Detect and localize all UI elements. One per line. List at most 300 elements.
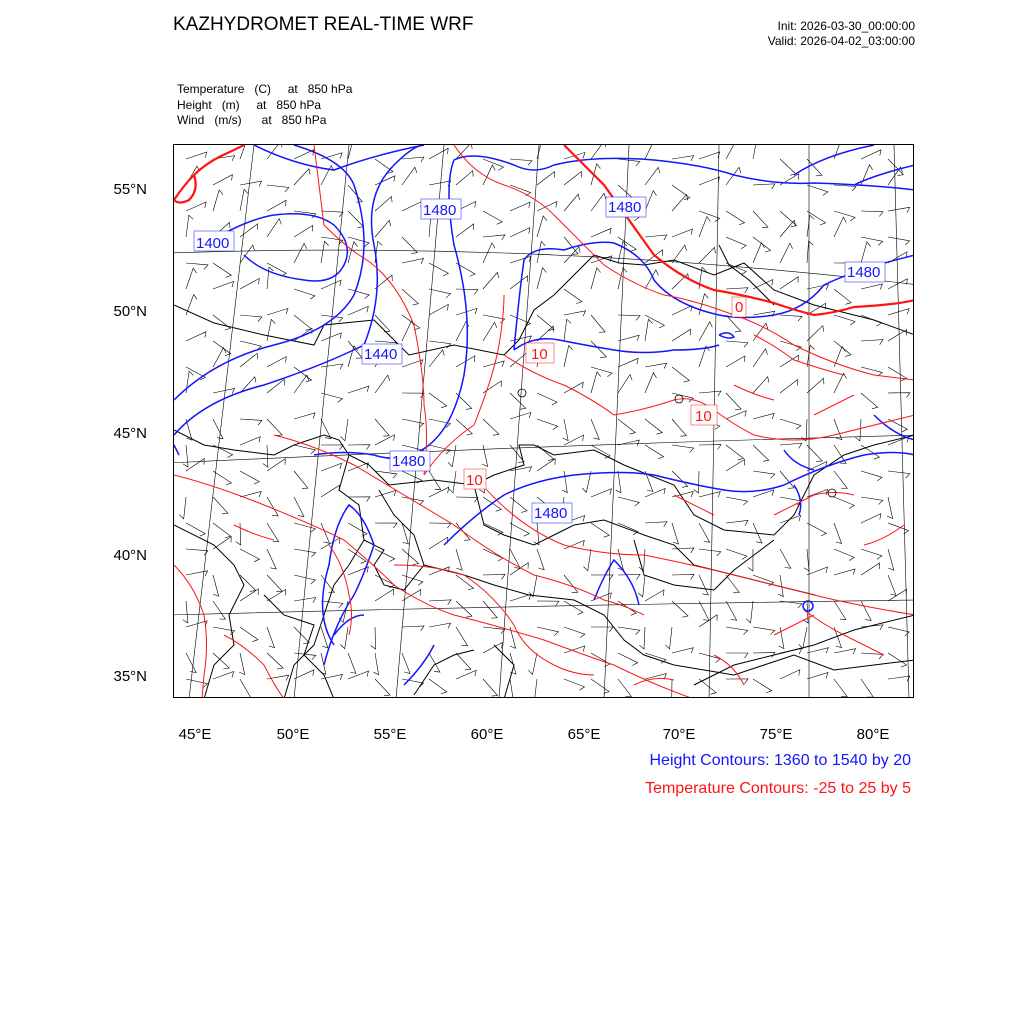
wind-barb	[861, 549, 882, 559]
wind-barb	[483, 272, 499, 289]
wind-barb	[537, 601, 559, 606]
wind-barb	[429, 263, 448, 276]
wind-barb	[861, 165, 873, 185]
wind-barb	[672, 367, 689, 382]
wind-barb	[564, 172, 582, 186]
lon-label: 55°E	[373, 726, 407, 743]
wind-barb	[179, 497, 186, 519]
wind-barb	[402, 653, 410, 674]
wind-barb	[483, 381, 501, 393]
wind-barb	[375, 490, 396, 497]
wind-barb	[402, 157, 424, 162]
wind-barb	[483, 243, 495, 263]
wind-barb	[699, 445, 721, 450]
wind-barb	[186, 571, 208, 576]
wind-barb	[672, 419, 686, 436]
wind-barb	[240, 224, 258, 237]
wind-barb	[510, 185, 531, 196]
wind-barb	[375, 435, 395, 445]
wind-barb	[861, 497, 883, 505]
wind-barb	[186, 294, 197, 315]
wind-barb	[186, 621, 207, 627]
wind-barb	[672, 229, 693, 237]
height-label: 1440	[364, 346, 398, 363]
run-times	[768, 19, 915, 49]
wind-barb	[591, 523, 609, 537]
wind-barb	[429, 523, 451, 528]
wind-barb	[618, 497, 639, 506]
wind-barb	[267, 219, 281, 237]
lon-label: 70°E	[662, 726, 696, 743]
wind-barb	[861, 679, 873, 697]
wind-barb	[348, 289, 369, 299]
wind-barb	[753, 377, 769, 393]
wind-barb	[618, 653, 638, 666]
wind-barb	[780, 670, 800, 679]
wind-barb	[834, 373, 846, 393]
wind-barb	[861, 315, 881, 326]
wind-barb	[348, 237, 369, 247]
wind-barb	[240, 491, 261, 497]
wind-barb	[186, 202, 206, 211]
wind-barb	[726, 341, 748, 347]
wind-barb	[672, 245, 687, 263]
wind-barb	[804, 549, 809, 571]
wind-barb	[780, 277, 798, 289]
wind-barb	[726, 393, 741, 410]
wind-barb	[618, 419, 635, 434]
wind-barb	[402, 258, 424, 264]
wind-barb	[321, 463, 342, 471]
wind-barb	[780, 443, 802, 448]
wind-barb	[537, 419, 558, 430]
wind-barb	[780, 549, 791, 568]
wind-barb	[807, 285, 829, 291]
wind-barb	[213, 575, 219, 596]
wind-barb	[591, 268, 601, 289]
wind-barb	[591, 419, 599, 439]
wind-barb	[616, 471, 621, 493]
wind-barb	[183, 445, 188, 467]
wind-barb	[429, 623, 451, 628]
height-contour-legend: Height Contours: 1360 to 1540 by 20	[649, 752, 911, 769]
wind-barb	[699, 247, 716, 263]
wind-barb	[267, 319, 275, 341]
wind-barb	[294, 471, 308, 488]
wind-barb	[510, 393, 526, 409]
wind-barb	[780, 649, 802, 655]
wind-barb	[348, 145, 357, 159]
wind-barb	[672, 492, 693, 498]
wind-barb	[645, 235, 667, 240]
wind-barb	[186, 332, 206, 341]
wind-barb	[537, 315, 554, 331]
variable-wind: Wind (m/s) at 850 hPa	[177, 113, 327, 127]
wind-barb	[672, 648, 693, 654]
wind-barb	[834, 649, 856, 654]
wind-barb	[834, 217, 846, 237]
wind-barb	[240, 377, 256, 393]
wind-barb	[321, 241, 329, 263]
wind-barb	[294, 289, 315, 299]
wind-barb	[618, 159, 640, 166]
wind-barb	[618, 440, 639, 446]
wind-barb	[564, 194, 580, 211]
wind-barb	[240, 549, 260, 562]
wind-barb	[564, 311, 586, 316]
wind-barb	[726, 653, 748, 658]
wind-barb	[748, 549, 753, 571]
wind-barb	[456, 653, 471, 670]
wind-barb	[888, 330, 907, 342]
wind-barb	[456, 627, 468, 646]
height-label: 1480	[608, 199, 642, 216]
wind-barb	[321, 485, 340, 497]
wind-barb	[645, 363, 667, 368]
wind-barb	[483, 315, 505, 323]
wind-barb	[834, 549, 854, 561]
wind-barb	[667, 679, 672, 698]
markers	[518, 389, 836, 611]
wind-barb	[807, 326, 824, 341]
wind-barb	[294, 225, 313, 237]
wind-barb	[672, 306, 692, 315]
wind-barb	[240, 189, 248, 211]
height-label: 1480	[423, 202, 457, 219]
wind-barb	[375, 176, 395, 185]
wind-barb	[294, 575, 315, 584]
wind-barb	[240, 181, 262, 186]
wind-barb	[753, 349, 768, 367]
wind-barb	[726, 575, 739, 593]
wind-barb	[510, 467, 532, 472]
wind-barb	[321, 333, 341, 341]
wind-barb	[807, 567, 828, 575]
wind-barb	[483, 549, 503, 561]
wind-barb	[753, 280, 773, 290]
wind-barb	[456, 670, 476, 679]
wind-barb	[213, 653, 229, 669]
wind-barb	[861, 471, 882, 481]
wind-barb	[186, 268, 197, 289]
wind-barb	[564, 575, 578, 592]
wind-barb	[618, 679, 631, 697]
wind-barb	[429, 289, 451, 298]
wind-barb	[753, 627, 775, 635]
wind-barb	[861, 150, 881, 159]
wind-barb	[888, 471, 910, 478]
wind-barb	[861, 563, 880, 575]
wind-barb	[537, 549, 544, 570]
wind-barb	[213, 388, 235, 394]
wind-barb	[510, 412, 531, 419]
wind-barb	[534, 523, 539, 545]
wind-barb	[267, 308, 288, 315]
wind-barb	[537, 627, 559, 636]
wind-barb	[699, 217, 710, 238]
wind-barb	[888, 575, 896, 595]
map-panel	[173, 144, 914, 698]
wind-barb	[267, 627, 275, 648]
wind-barb	[861, 340, 883, 345]
wind-barb	[429, 181, 451, 186]
wind-barb	[456, 601, 472, 617]
wind-barb	[834, 315, 855, 325]
wind-barb	[348, 445, 370, 450]
wind-barb	[807, 185, 828, 195]
wind-barb	[239, 653, 245, 675]
wind-barb	[375, 679, 390, 696]
wind-barb	[240, 627, 258, 642]
wind-barb	[348, 386, 369, 393]
wind-barb	[294, 497, 304, 517]
wind-barb	[213, 315, 230, 330]
wind-barb	[263, 445, 268, 467]
temperature-labels	[464, 297, 746, 489]
wind-barb	[483, 679, 498, 696]
wind-barb	[294, 413, 315, 419]
wind-barb	[341, 419, 348, 441]
wind-barb	[564, 646, 585, 653]
wind-barb	[375, 375, 390, 393]
wind-barb	[371, 627, 376, 649]
wind-barb	[510, 256, 531, 263]
wind-barb	[186, 371, 193, 393]
wind-barb	[186, 523, 205, 536]
wind-barb	[672, 523, 679, 544]
wind-barb	[429, 393, 447, 408]
lon-label: 75°E	[759, 726, 793, 743]
wind-barb	[699, 679, 716, 694]
wind-barb	[672, 445, 694, 452]
wind-barb	[375, 419, 389, 436]
wind-barb	[694, 471, 699, 493]
wind-barb	[321, 211, 343, 217]
wind-barb	[537, 459, 555, 471]
wind-barb	[807, 211, 826, 225]
wind-barb	[726, 211, 745, 225]
wind-barb	[699, 152, 720, 159]
wind-barb	[267, 200, 286, 211]
wind-barb	[834, 679, 847, 697]
wind-barb	[294, 328, 312, 341]
wind-barb	[537, 216, 547, 237]
wind-barb	[645, 419, 662, 434]
wind-barb	[780, 159, 796, 175]
wind-barb	[753, 445, 769, 461]
wind-barb	[402, 321, 414, 341]
wind-barb	[348, 306, 368, 315]
wind-barb	[375, 523, 397, 528]
wind-barb	[726, 356, 745, 367]
height-label: 1480	[392, 453, 426, 470]
wind-barb	[267, 459, 285, 471]
wind-barb	[321, 445, 343, 450]
wind-barb	[348, 653, 356, 674]
wind-barb	[240, 679, 251, 698]
lon-label: 65°E	[567, 726, 601, 743]
wind-barb	[321, 153, 342, 159]
wind-barb	[861, 211, 883, 217]
wind-barb	[564, 289, 582, 304]
height-label: 1400	[196, 235, 230, 252]
wind-barb	[483, 235, 505, 240]
wind-barb	[591, 228, 611, 237]
wind-barb	[672, 548, 694, 553]
wind-barb	[591, 367, 612, 377]
wind-barb	[402, 237, 417, 254]
wind-barb	[672, 195, 688, 212]
wind-barb	[402, 202, 422, 212]
wind-barb	[726, 549, 747, 560]
wind-barb	[591, 145, 606, 159]
wind-barb	[726, 679, 748, 684]
wind-barb	[183, 601, 188, 623]
lon-label: 45°E	[178, 726, 212, 743]
wind-barb	[618, 627, 640, 635]
wind-barb	[753, 237, 771, 252]
wind-barb	[186, 653, 196, 673]
wind-barb	[267, 419, 282, 436]
wind-barb	[448, 445, 456, 467]
wind-barb	[807, 648, 828, 654]
wind-barb	[861, 653, 883, 659]
wind-barb	[834, 347, 845, 368]
wind-barb	[780, 497, 802, 505]
wind-barb	[645, 319, 653, 341]
wind-barb	[591, 193, 606, 211]
wind-barb	[510, 276, 528, 289]
wind-barb	[699, 601, 709, 621]
wind-barb	[618, 358, 638, 367]
wind-barb	[645, 653, 666, 663]
wind-barb	[340, 627, 348, 649]
wind-barb	[456, 289, 478, 295]
wind-barb	[672, 329, 691, 341]
wind-barb	[294, 523, 315, 532]
wind-barb	[456, 549, 462, 570]
wind-barb	[726, 237, 746, 249]
lon-label: 50°E	[276, 726, 310, 743]
wind-barb	[638, 575, 645, 597]
height-label: 1480	[847, 264, 881, 281]
wind-barb	[529, 575, 537, 597]
wind-barb	[888, 676, 910, 681]
wind-barb	[861, 514, 881, 523]
wind-barb	[639, 627, 645, 649]
wind-barb	[780, 419, 801, 429]
temperature-label: 10	[466, 472, 483, 489]
wind-barb	[483, 574, 505, 579]
wind-barb	[186, 263, 208, 269]
wind-barb	[564, 627, 585, 638]
wind-barb	[834, 523, 842, 544]
wind-barb	[888, 589, 907, 601]
wind-barb	[591, 489, 611, 497]
wind-barb	[591, 315, 605, 332]
wind-barb	[294, 627, 309, 644]
wind-barb	[402, 626, 424, 631]
wind-barb	[591, 653, 610, 667]
wind-barb	[510, 563, 528, 575]
wind-barb	[510, 594, 531, 601]
wind-barb	[321, 364, 343, 369]
wind-barb	[699, 391, 721, 396]
wind-barbs	[179, 145, 910, 698]
wind-barb	[402, 360, 423, 367]
wind-barb	[699, 575, 708, 595]
wind-barb	[537, 172, 555, 185]
wind-barb	[726, 459, 745, 471]
wind-barb	[240, 341, 261, 350]
temperature-label: 10	[695, 408, 712, 425]
wind-barb	[429, 350, 444, 367]
wind-barb	[780, 211, 797, 227]
wind-barb	[483, 643, 502, 654]
wind-barb	[888, 627, 909, 636]
wind-barb	[348, 523, 367, 536]
wind-barb	[321, 280, 341, 289]
wind-barb	[564, 319, 571, 341]
wind-barb	[834, 341, 851, 356]
wind-barb	[267, 575, 282, 592]
wind-barb	[267, 653, 283, 669]
temperature-label: 10	[531, 346, 548, 363]
wind-barb	[645, 373, 657, 393]
wind-barb	[240, 419, 262, 425]
wind-barb	[645, 191, 657, 211]
wind-barb	[402, 289, 418, 305]
wind-barb	[375, 197, 392, 212]
wind-barb	[645, 445, 664, 459]
wind-barb	[753, 211, 768, 228]
wind-barb	[294, 315, 311, 330]
wind-barb	[240, 315, 262, 322]
wind-barb	[562, 471, 567, 493]
map-title: KAZHYDROMET REAL-TIME WRF	[173, 14, 474, 35]
wind-barb	[510, 315, 530, 327]
wind-barb	[699, 549, 721, 556]
wind-barb	[402, 549, 419, 565]
wind-barb	[861, 284, 882, 290]
wind-barb	[834, 419, 842, 440]
wind-barb	[591, 679, 609, 694]
wind-barb	[618, 601, 636, 615]
wind-barb	[240, 278, 259, 289]
wind-barb	[483, 211, 502, 224]
wind-barb	[267, 357, 286, 368]
wind-barb	[321, 601, 343, 608]
wind-barb	[861, 601, 871, 621]
wind-barb	[294, 375, 309, 393]
wind-barb	[665, 627, 672, 649]
wind-barb	[294, 598, 316, 603]
wind-barb	[699, 322, 712, 341]
wind-barb	[888, 237, 910, 245]
wind-barb	[699, 523, 710, 542]
wind-barb	[672, 156, 694, 161]
height-label: 1480	[534, 505, 568, 522]
wind-barb	[186, 549, 208, 555]
wind-barb	[799, 627, 807, 649]
wind-barb	[537, 241, 545, 263]
wind-barb	[456, 224, 474, 237]
wind-barb	[456, 171, 473, 185]
wind-barb	[213, 471, 232, 485]
wind-barb	[537, 445, 554, 461]
wind-barb	[240, 589, 258, 601]
wind-barb	[699, 615, 717, 627]
